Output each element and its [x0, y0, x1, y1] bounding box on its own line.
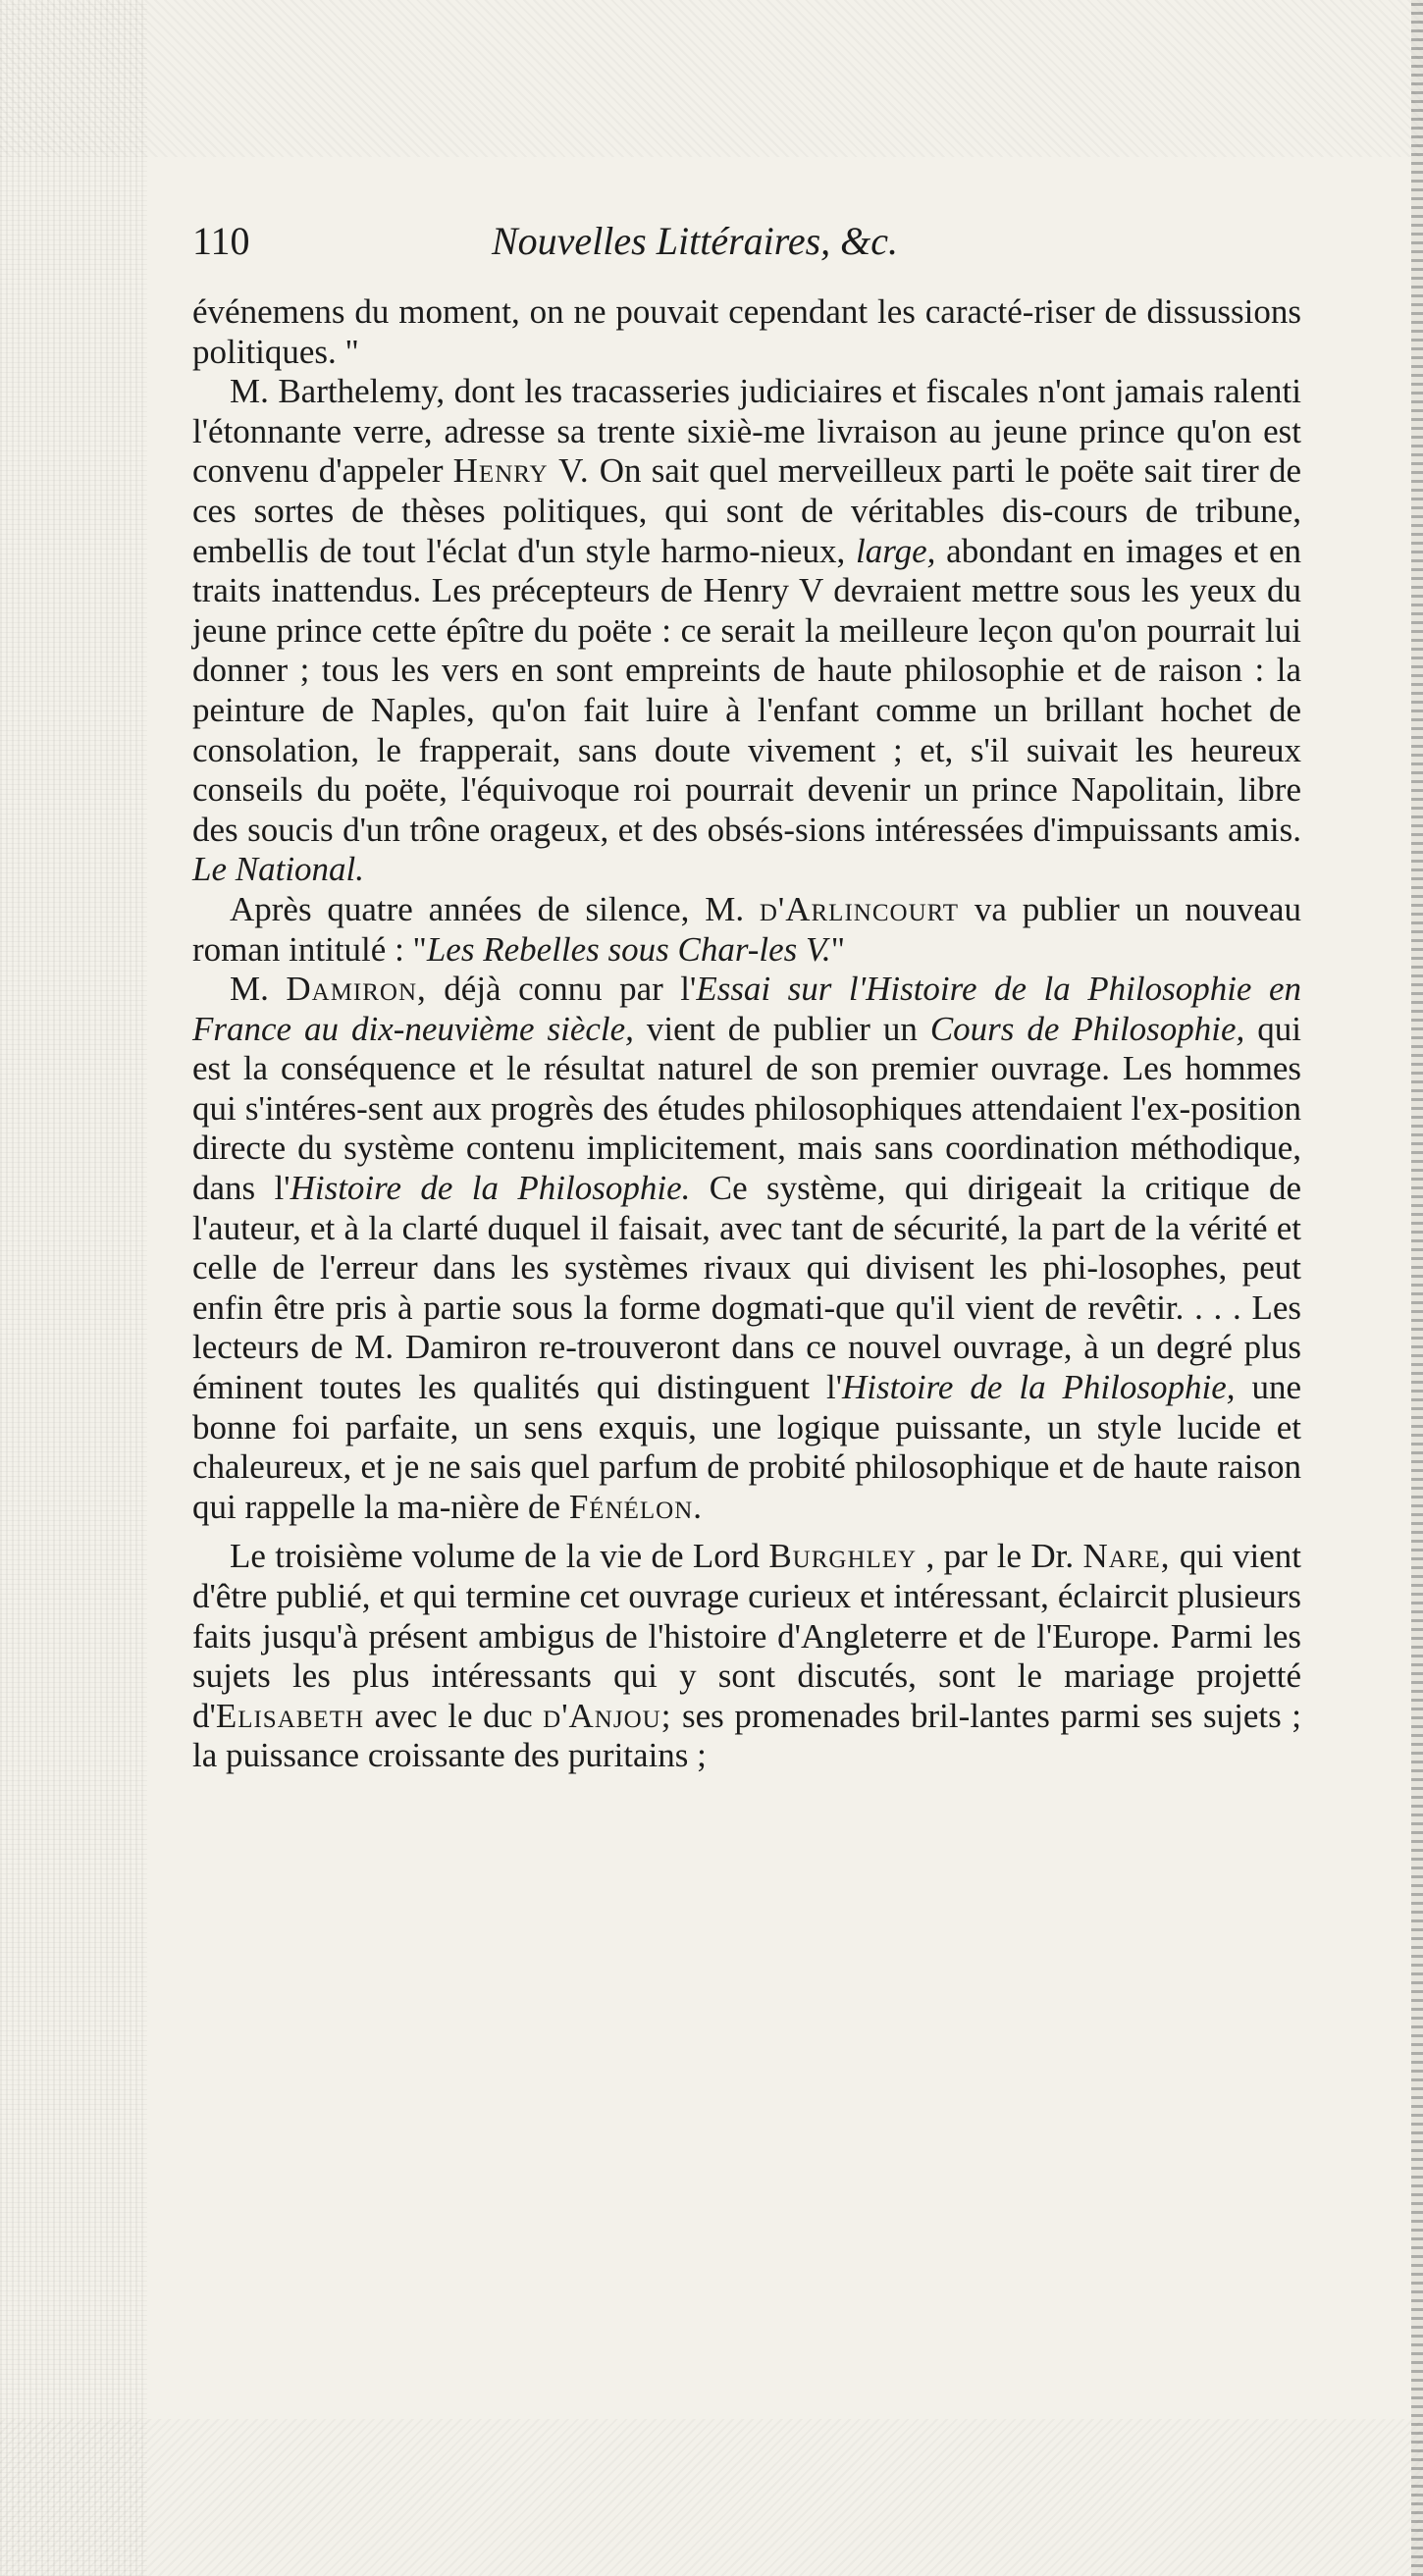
scan-noise-left [0, 0, 147, 2576]
p3-text-a: Après quatre années de silence, M. [230, 889, 760, 928]
p5-nare: Nare, [1082, 1537, 1171, 1576]
p4-histoire-2: Histoire de la Philosophie, [842, 1368, 1236, 1407]
p4-name: Damiron, [286, 970, 427, 1009]
p4-text-e: Ce système, qui dirigeait la critique de l'auteur, et à la clarté duquel il faisait, avec tant de sécurité, la part de la vérité et celle de l'erreur dans les systèmes rivaux qui divisent les phi-losophes, peut enfin être pris à partie sous la forme dogmati-que qu'il vient de revêtir. . . . Les lecteurs de M. Damiron re-trouveront dans ce nouvel ouvrage, à un degré plus éminent toutes les qualités qui distinguent l' [192, 1169, 1301, 1407]
paragraph-1 [192, 292, 1301, 372]
scan-noise-bottom [0, 2419, 1423, 2576]
scan-noise-top [0, 0, 1423, 157]
paragraph-5 [192, 1537, 1301, 1776]
paragraph-3 [192, 890, 1301, 970]
page-number: 110 [192, 219, 250, 263]
p5-text-a: Le troisième volume de la vie de Lord [230, 1537, 769, 1576]
p5-text-d: avec le duc [364, 1696, 544, 1735]
p4-essai: Essai sur l'Histoire de la Philosophie en France au dix-neuvième siècle, [192, 970, 1301, 1048]
page [192, 218, 1301, 1776]
page-edge [1411, 0, 1423, 2576]
p2-name: Henry V. [452, 451, 590, 491]
p5-text-c: qui vient d'être publié, et qui termine cet ouvrage curieux et intéressant, éclaircit plusieurs faits jusqu'à présent ambigus de l'histoire d'Angleterre et de l'Europe. Parmi les sujets les plus intéressants qui y sont discutés, sont le mariage projetté d' [192, 1537, 1301, 1735]
p4-text-b: déjà connu par l' [426, 970, 697, 1009]
p4-fenelon: Fénélon. [568, 1487, 704, 1526]
running-title: Nouvelles Littéraires, &c. [492, 219, 899, 263]
p4-text-c: vient de publier un [633, 1009, 930, 1048]
p4-text-f: une bonne foi parfaite, un sens exquis, une logique puissante, un style lucide et chaleureux, et je ne sais quel parfum de probité philosophique et de haute raison qui rappelle la ma-nière de [192, 1368, 1301, 1526]
p2-large: large, [856, 531, 936, 570]
p4-histoire-1: Histoire de la Philosophie. [290, 1169, 691, 1208]
p2-text-b: On sait quel merveilleux parti le poëte sait tirer de ces sortes de thèses politiques, qui sont de véritables dis-cours de tribune, embellis de tout l'éclat d'un style harmo-nieux, [192, 451, 1301, 570]
p4-cours: Cours de Philosophie, [929, 1009, 1245, 1048]
p5-elisabeth: Elisabeth [215, 1696, 365, 1735]
p5-text-e: ses promenades bril-lantes parmi ses sujets ; la puissance croissante des puritains ; [192, 1696, 1301, 1775]
p5-text-b: , par le Dr. [917, 1537, 1083, 1576]
p2-source: Le National. [192, 850, 365, 889]
p3-name: d'Arlincourt [759, 889, 960, 928]
p3-title: Les Rebelles sous Char-les V. [426, 929, 831, 969]
p4-text-d: qui est la conséquence et le résultat naturel de son premier ouvrage. Les hommes qui s'intéres-sent aux progrès des études philosophiques attendaient l'ex-position directe du système contenu implicitement, mais sans coordination méthodique, dans l' [192, 1009, 1301, 1208]
p3-text-b: va publier un nouveau roman intitulé : " [192, 889, 1302, 969]
p4-text-a: M. [230, 970, 287, 1009]
page-header [192, 218, 1301, 287]
paragraph-1-text: événemens du moment, on ne pouvait cependant les caracté-riser de dissussions politiques. " [192, 292, 1301, 371]
p2-text-a: M. Barthelemy, dont les tracasseries judiciaires et fiscales n'ont jamais ralenti l'étonnante verre, adresse sa trente sixiè-me livraison au jeune prince qu'on est convenu d'appeler [192, 372, 1301, 491]
paragraph-2 [192, 372, 1301, 890]
p2-text-c: abondant en images et en traits inattendus. Les précepteurs de Henry V devraient mettre sous les yeux du jeune prince cette épître du poëte : ce serait la meilleure leçon qu'on pourrait lui donner ; tous les vers en sont empreints de haute philosophie et de raison : la peinture de Naples, qu'on fait luire à l'enfant comme un brillant hochet de consolation, le frapperait, sans doute vivement ; et, s'il suivait les heureux conseils du poëte, l'équivoque roi pourrait devenir un prince Napolitain, libre des soucis d'un trône orageux, et des obsés-sions intéressées d'impuissants amis. [192, 531, 1302, 849]
p3-text-c: " [830, 929, 845, 969]
p5-anjou: d'Anjou; [543, 1696, 672, 1735]
paragraph-4 [192, 970, 1301, 1527]
p5-burghley: Burghley [768, 1537, 918, 1576]
